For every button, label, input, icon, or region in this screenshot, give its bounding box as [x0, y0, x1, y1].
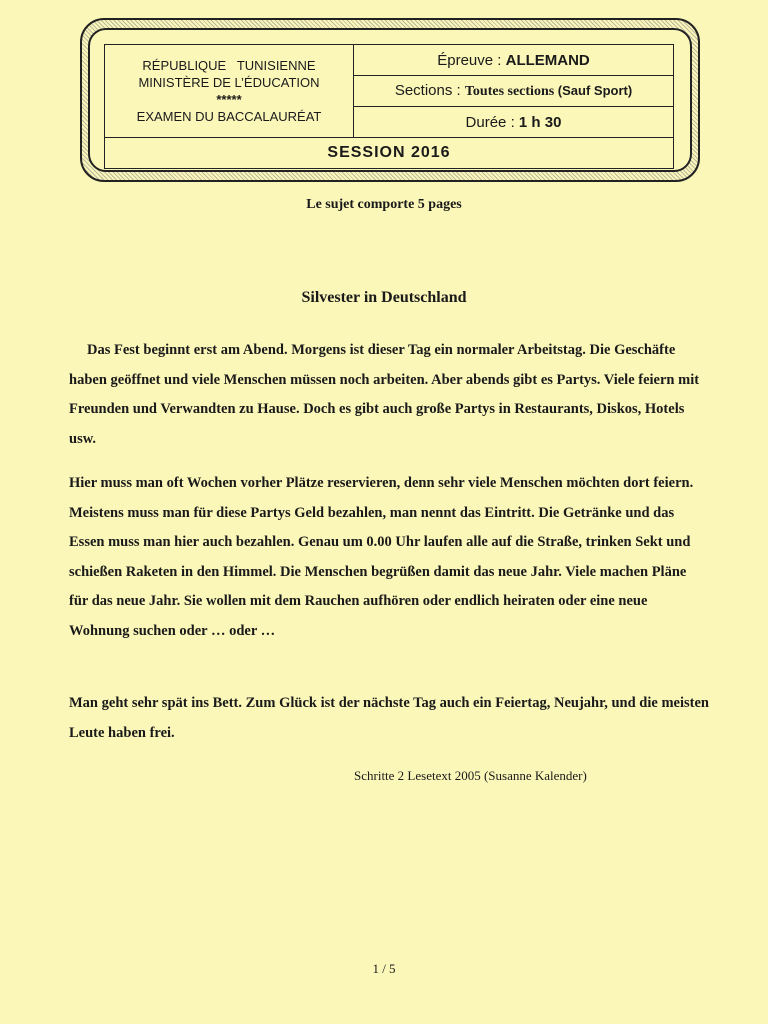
paragraph-3: Man geht sehr spät ins Bett. Zum Glück ist der nächste Tag auch ein Feiertag, Neujahr, und die meisten Leute haben frei. — [69, 695, 709, 741]
sections-note: (Sauf Sport) — [554, 83, 633, 98]
duree-label: Durée : — [465, 113, 519, 131]
exam-label: EXAMEN DU BACCALAURÉAT — [136, 109, 322, 124]
duree-value: 1 h 30 — [518, 113, 562, 131]
epreuve-label: Épreuve : — [437, 51, 506, 69]
header-frame — [80, 18, 700, 182]
page-title: Silvester in Deutschland — [301, 289, 467, 306]
sections-label: Sections : — [394, 82, 465, 99]
header-table — [104, 44, 674, 169]
sections-value: Toutes sections — [464, 84, 555, 99]
paragraph-1: Das Fest beginnt erst am Abend. Morgens ist dieser Tag ein normaler Arbeitstag. Die Geschäfte haben geöffnet und viele Menschen müssen noch arbeiten. Aber abends gibt es Partys. Viele feiern mit Freunden und Verwandten zu Hause. Doch es gibt auch große Partys in Restaurants, Diskos, Hotels usw. — [69, 342, 700, 447]
session-label: SESSION 2016 — [105, 138, 674, 169]
page-number: 1 / 5 — [372, 961, 396, 976]
country-label: RÉPUBLIQUE TUNISIENNE — [142, 58, 316, 73]
epreuve-value: ALLEMAND — [505, 51, 590, 69]
stars-label: ***** — [216, 92, 242, 107]
header-institution — [105, 45, 354, 138]
ministry-label: MINISTÈRE DE L’ÉDUCATION — [138, 75, 320, 90]
source-citation: Schritte 2 Lesetext 2005 (Susanne Kalender) — [354, 768, 587, 783]
header-frame-inner — [88, 28, 692, 172]
sections-cell — [354, 76, 674, 107]
duree-cell — [354, 107, 674, 138]
paragraph-2: Hier muss man oft Wochen vorher Plätze reservieren, denn sehr viele Menschen möchten dort feiern. Meistens muss man für diese Partys Geld bezahlen, man nennt das Eintritt. Die Getränke und das Essen muss man hier auch bezahlen. Genau um 0.00 Uhr laufen alle auf die Straße, trinken Sekt und schießen Raketen in den Himmel. Die Menschen begrüßen damit das neue Jahr. Viele machen Pläne für das neue Jahr. Sie wollen mit dem Rauchen aufhören oder endlich heiraten oder eine neue Wohnung suchen oder … oder … — [69, 475, 694, 639]
pages-note: Le sujet comporte 5 pages — [306, 197, 462, 212]
epreuve-cell — [354, 45, 674, 76]
